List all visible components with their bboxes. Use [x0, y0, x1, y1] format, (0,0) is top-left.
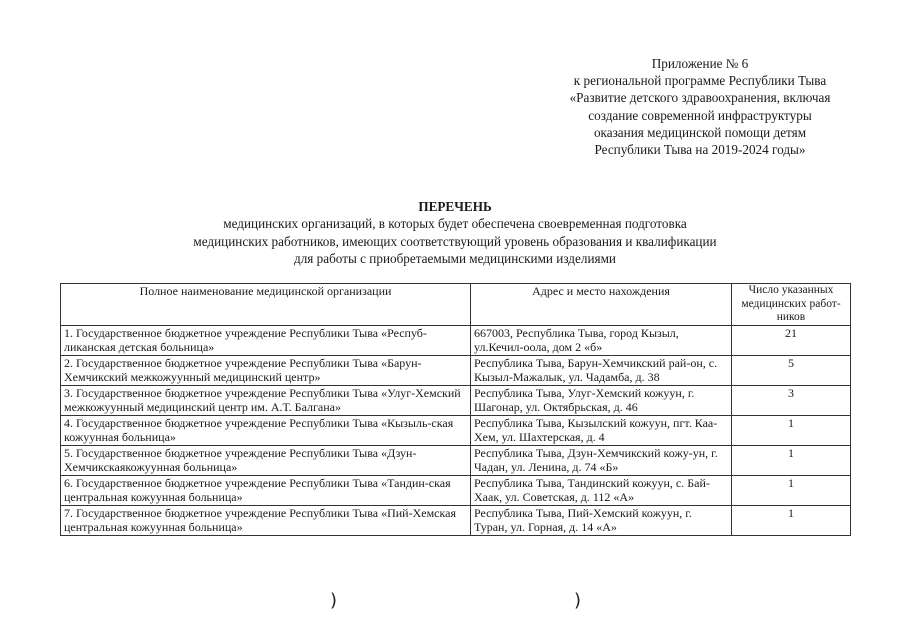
appendix-line: оказания медицинской помощи детям	[593, 124, 807, 140]
appendix-line: «Развитие детского здравоохранения, включая	[569, 90, 831, 106]
cell-count: 1	[732, 445, 851, 475]
header-count: Число указанных медицинских работ-ников	[732, 284, 851, 326]
cell-address: Республика Тыва, Кызылский кожуун, пгт. Каа-Хем, ул. Шахтерская, д. 4	[471, 415, 732, 445]
title-heading: ПЕРЕЧЕНЬ	[418, 199, 492, 214]
cell-count: 1	[732, 505, 851, 535]
table-row	[61, 325, 851, 355]
cell-name: 6. Государственное бюджетное учреждение Республики Тыва «Тандин-ская центральная кожуунная больница»	[61, 475, 471, 505]
cell-count: 3	[732, 385, 851, 415]
table-row	[61, 445, 851, 475]
table-row	[61, 475, 851, 505]
table-row	[61, 415, 851, 445]
appendix-line: к региональной программе Республики Тыва	[573, 73, 827, 89]
cell-address: 667003, Республика Тыва, город Кызыл, ул.Кечил-оола, дом 2 «б»	[471, 325, 732, 355]
header-address: Адрес и место нахождения	[471, 284, 732, 326]
bracket-mark: )	[330, 590, 338, 611]
cell-count: 1	[732, 475, 851, 505]
table-header-row	[61, 284, 851, 326]
cell-count: 5	[732, 355, 851, 385]
title-line: медицинских работников, имеющих соответствующий уровень образования и квалификации	[193, 233, 717, 249]
cell-address: Республика Тыва, Тандинский кожуун, с. Бай-Хаак, ул. Советская, д. 112 «А»	[471, 475, 732, 505]
cell-name: 3. Государственное бюджетное учреждение Республики Тыва «Улуг-Хемский межкожуунный медицинский центр им. А.Т. Балгана»	[61, 385, 471, 415]
organizations-table	[60, 283, 851, 536]
appendix-block	[540, 55, 860, 158]
cell-address: Республика Тыва, Дзун-Хемчикский кожу-ун, г. Чадан, ул. Ленина, д. 74 «Б»	[471, 445, 732, 475]
cell-name: 2. Государственное бюджетное учреждение Республики Тыва «Барун-Хемчикский межкожуунный медицинский центр»	[61, 355, 471, 385]
appendix-line: Приложение № 6	[651, 56, 749, 71]
title-line: медицинских организаций, в которых будет обеспечена своевременная подготовка	[223, 216, 687, 232]
document-title	[150, 198, 760, 267]
table-row	[61, 355, 851, 385]
bracket-mark: )	[574, 590, 582, 611]
cell-name: 5. Государственное бюджетное учреждение Республики Тыва «Дзун-Хемчикскаякожуунная больница»	[61, 445, 471, 475]
cell-name: 1. Государственное бюджетное учреждение Республики Тыва «Респуб-ликанская детская больница»	[61, 325, 471, 355]
cell-count: 21	[732, 325, 851, 355]
cell-count: 1	[732, 415, 851, 445]
cell-address: Республика Тыва, Барун-Хемчикский рай-он, с. Кызыл-Мажалык, ул. Чадамба, д. 38	[471, 355, 732, 385]
cell-address: Республика Тыва, Улуг-Хемский кожуун, г. Шагонар, ул. Октябрьская, д. 46	[471, 385, 732, 415]
title-line: для работы с приобретаемыми медицинскими изделиями	[294, 250, 616, 266]
table-row	[61, 505, 851, 535]
cell-name: 4. Государственное бюджетное учреждение Республики Тыва «Кызыль-ская кожуунная больница»	[61, 415, 471, 445]
appendix-line: Республики Тыва на 2019-2024 годы»	[594, 142, 806, 158]
appendix-line: создание современной инфраструктуры	[588, 107, 812, 123]
header-name: Полное наименование медицинской организации	[61, 284, 471, 326]
cell-address: Республика Тыва, Пий-Хемский кожуун, г. Туран, ул. Горная, д. 14 «А»	[471, 505, 732, 535]
table-row	[61, 385, 851, 415]
cell-name: 7. Государственное бюджетное учреждение Республики Тыва «Пий-Хемская центральная кожуунная больница»	[61, 505, 471, 535]
